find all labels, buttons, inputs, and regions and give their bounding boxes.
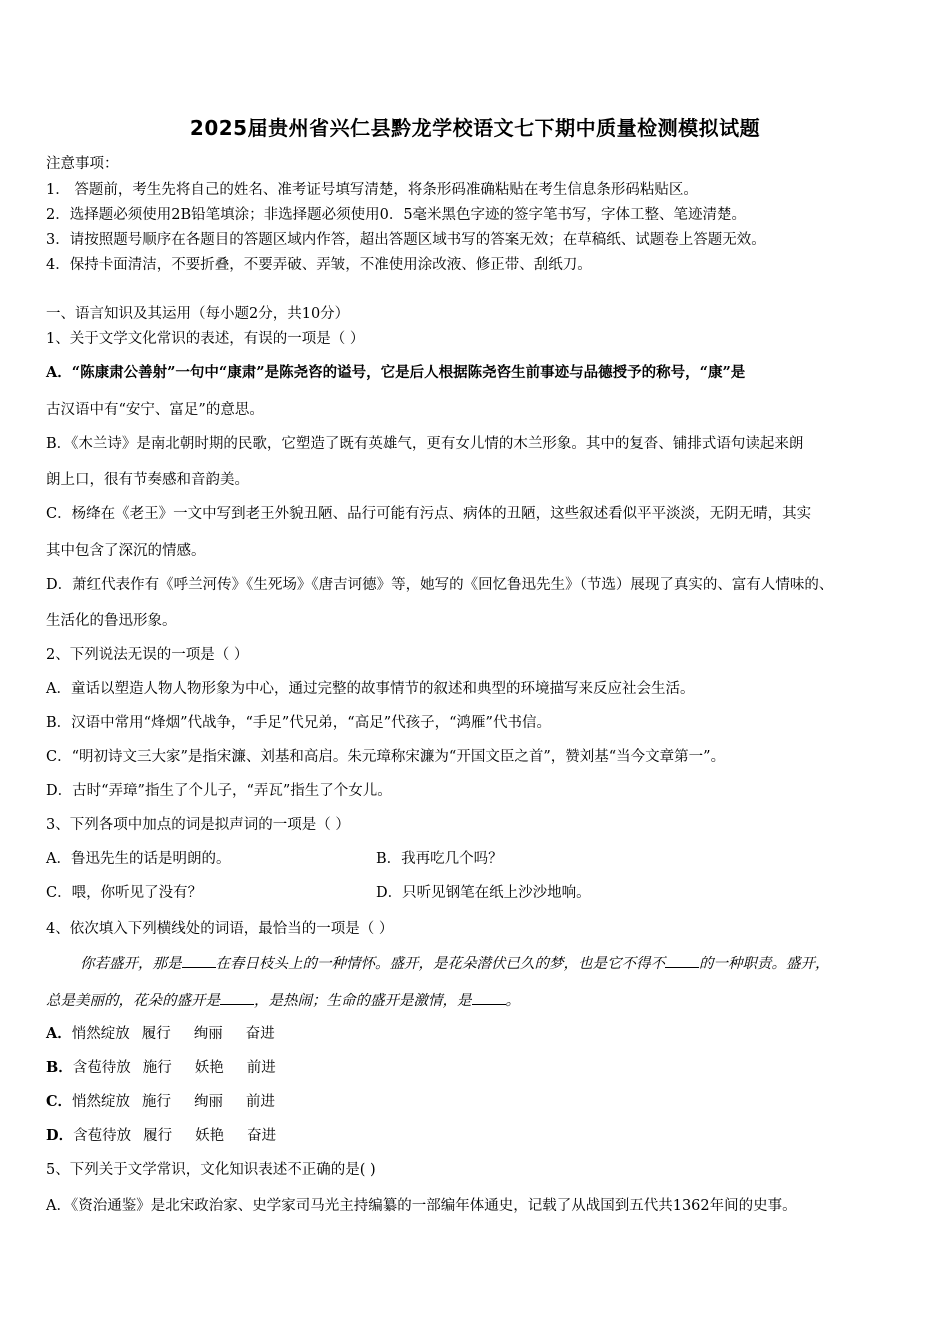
q4-passage-text: 。 xyxy=(505,993,520,1009)
option-word: 前进 xyxy=(246,1094,276,1110)
q2-option-c: C．“明初诗文三大家”是指宋濂、刘基和高启。朱元璋称宋濂为“开国文臣之首”，赞刘基“当今文章第一”。 xyxy=(46,749,726,765)
q1-option-b-cont: 朗上口，很有节奏感和音韵美。 xyxy=(46,472,249,488)
section-heading: 一、语言知识及其运用（每小题2分，共10分） xyxy=(46,306,350,322)
option-word: 施行 xyxy=(142,1094,172,1110)
q3-option-d: D．只听见钢笔在纸上沙沙地响。 xyxy=(376,885,591,901)
q4-passage-text: ，是热闹；生命的盛开是激情，是 xyxy=(254,993,472,1009)
option-word: 含苞待放 xyxy=(72,1060,131,1076)
q3-option-c: C．喂，你听见了没有？ xyxy=(46,885,203,901)
option-word: 履行 xyxy=(143,1128,173,1144)
q5-stem: 5、下列关于文学常识，文化知识表述不正确的是( ) xyxy=(46,1162,376,1178)
option-word: 前进 xyxy=(246,1060,276,1076)
fill-blank xyxy=(182,955,216,968)
q4-stem: 4、依次填入下列横线处的词语，最恰当的一项是（ ） xyxy=(46,921,394,937)
option-word: 奋进 xyxy=(247,1128,277,1144)
q1-stem: 1、关于文学文化常识的表述，有误的一项是（ ） xyxy=(46,331,365,347)
option-label: A． xyxy=(46,1025,72,1042)
q3-option-a: A．鲁迅先生的话是明朗的。 xyxy=(46,851,231,867)
notice-item-1: 1． 答题前，考生先将自己的姓名、准考证号填写清楚，将条形码准确粘贴在考生信息条形码粘贴区。 xyxy=(46,182,698,198)
option-word: 履行 xyxy=(141,1026,171,1042)
option-word: 绚丽 xyxy=(193,1026,223,1042)
q1-option-d-cont: 生活化的鲁迅形象。 xyxy=(46,613,177,629)
q2-option-b: B．汉语中常用“烽烟”代战争，“手足”代兄弟，“高足”代孩子，“鸿雁”代书信。 xyxy=(46,715,551,731)
q5-option-a: A．《资治通鉴》是北宋政治家、史学家司马光主持编纂的一部编年体通史，记载了从战国到五代共1362年间的史事。 xyxy=(46,1198,797,1214)
q4-option-a xyxy=(46,1022,298,1043)
q1-option-a: A．“陈康肃公善射”一句中“康肃”是陈尧咨的谥号，它是后人根据陈尧咨生前事迹与品德授予的称号，“康”是 xyxy=(46,364,746,381)
q4-passage-line-2 xyxy=(46,989,520,1010)
q4-passage-text: 的一种职责。盛开， xyxy=(699,956,830,972)
q4-passage-text: 在春日枝头上的一种情怀。盛开，是花朵潜伏已久的梦，也是它不得不 xyxy=(215,956,665,972)
q4-option-d xyxy=(46,1124,299,1145)
option-word: 悄然绽放 xyxy=(71,1026,130,1042)
q4-option-c xyxy=(46,1090,298,1111)
option-word: 绚丽 xyxy=(194,1094,224,1110)
q3-stem: 3、下列各项中加点的词是拟声词的一项是（ ） xyxy=(46,817,350,833)
fill-blank xyxy=(220,992,254,1005)
notice-item-3: 3．请按照题号顺序在各题目的答题区域内作答，超出答题区域书写的答案无效；在草稿纸、试题卷上答题无效。 xyxy=(46,232,766,248)
option-word: 含苞待放 xyxy=(73,1128,132,1144)
q1-option-a-cont: 古汉语中有“安宁、富足”的意思。 xyxy=(46,402,264,418)
fill-blank xyxy=(665,955,699,968)
option-word: 施行 xyxy=(142,1060,172,1076)
q1-option-c: C．杨绛在《老王》一文中写到老王外貌丑陋、品行可能有污点、病体的丑陋，这些叙述看似平平淡淡，无阴无晴，其实 xyxy=(46,506,812,522)
option-word: 妖艳 xyxy=(195,1128,225,1144)
fill-blank xyxy=(472,992,506,1005)
q3-option-b: B．我再吃几个吗？ xyxy=(376,851,503,867)
q2-stem: 2、下列说法无误的一项是（ ） xyxy=(46,647,249,663)
q4-passage-text: 总是美丽的，花朵的盛开是 xyxy=(46,993,220,1009)
option-word: 妖艳 xyxy=(194,1060,224,1076)
option-word: 悄然绽放 xyxy=(72,1094,131,1110)
q4-passage-line-1 xyxy=(80,952,830,973)
q2-option-d: D．古时“弄璋”指生了个儿子，“弄瓦”指生了个女儿。 xyxy=(46,783,392,799)
notice-item-2: 2．选择题必须使用2B铅笔填涂；非选择题必须使用0．5毫米黑色字迹的签字笔书写，字体工整、笔迹清楚。 xyxy=(46,207,747,223)
q4-passage-text: 你若盛开，那是 xyxy=(80,956,182,972)
option-word: 奋进 xyxy=(245,1026,275,1042)
notice-heading: 注意事项： xyxy=(46,156,119,172)
page-title: 2025届贵州省兴仁县黔龙学校语文七下期中质量检测模拟试题 xyxy=(189,116,761,140)
q1-option-d: D．萧红代表作有《呼兰河传》《生死场》《唐吉诃德》等，她写的《回忆鲁迅先生》（节选）展现了真实的、富有人情味的、 xyxy=(46,577,834,593)
q1-option-c-cont: 其中包含了深沉的情感。 xyxy=(46,543,206,559)
notice-item-4: 4．保持卡面清洁，不要折叠，不要弄破、弄皱，不准使用涂改液、修正带、刮纸刀。 xyxy=(46,257,592,273)
q4-option-b xyxy=(46,1056,299,1077)
q2-option-a: A．童话以塑造人物人物形象为中心，通过完整的故事情节的叙述和典型的环境描写来反应社会生活。 xyxy=(46,681,695,697)
q1-option-b: B．《木兰诗》是南北朝时期的民歌，它塑造了既有英雄气，更有女儿情的木兰形象。其中的复沓、铺排式语句读起来朗 xyxy=(46,436,804,452)
option-label: D． xyxy=(46,1127,74,1144)
option-label: B． xyxy=(46,1059,73,1076)
option-label: C． xyxy=(46,1093,73,1110)
